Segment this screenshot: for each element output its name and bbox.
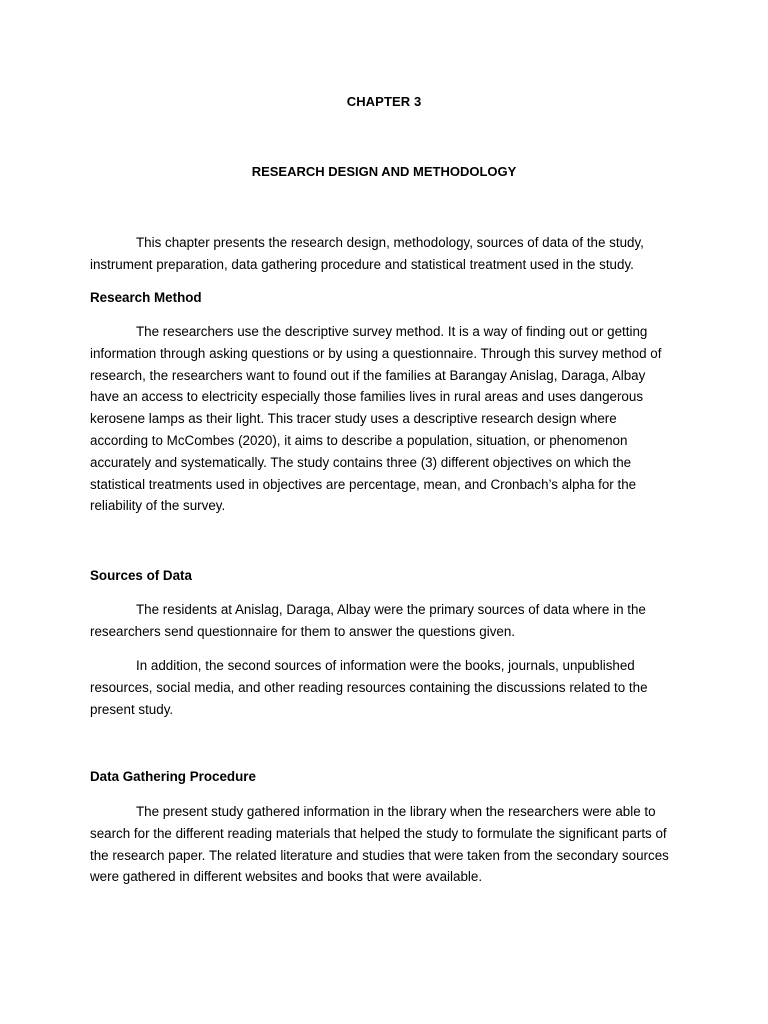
chapter-number: CHAPTER 3 <box>346 94 422 109</box>
sources-of-data-paragraph-2: In addition, the second sources of information were the books, journals, unpublished resources, social media, and other reading resources containing the discussions related to the present study. <box>90 658 648 717</box>
data-gathering-block <box>90 801 670 888</box>
data-gathering-heading: Data Gathering Procedure <box>90 769 256 784</box>
intro-paragraph: This chapter presents the research design, methodology, sources of data of the study, instrument preparation, data gathering procedure and statistical treatment used in the study. <box>90 235 644 272</box>
sources-of-data-paragraph-1: The residents at Anislag, Daraga, Albay were the primary sources of data where in the researchers send questionnaire for them to answer the questions given. <box>90 602 646 639</box>
research-method-block <box>90 321 670 517</box>
research-method-paragraph: The researchers use the descriptive survey method. It is a way of finding out or getting information through asking questions or by using a questionnaire. Through this survey method of research, the researchers want to found out if the families at Barangay Anislag, Daraga, Albay have an access to electricity especially those families lives in rural areas and uses dangerous kerosene lamps as their light. This tracer study uses a descriptive research design where according to McCombes (2020), it aims to describe a population, situation, or phenomenon accurately and systematically. The study contains three (3) different objectives on which the statistical treatments used in objectives are percentage, mean, and Cronbach’s alpha for the reliability of the survey. <box>90 324 662 514</box>
research-method-heading: Research Method <box>90 290 202 305</box>
intro-block <box>90 232 670 276</box>
document-title: RESEARCH DESIGN AND METHODOLOGY <box>251 164 517 179</box>
sources-of-data-heading: Sources of Data <box>90 568 192 583</box>
sources-of-data-block-2 <box>90 655 670 720</box>
data-gathering-paragraph: The present study gathered information in the library when the researchers were able to search for the different reading materials that helped the study to formulate the significant parts of the research paper. The related literature and studies that were taken from the secondary sources were gathered in different websites and books that were available. <box>90 804 669 885</box>
sources-of-data-block-1 <box>90 599 670 643</box>
